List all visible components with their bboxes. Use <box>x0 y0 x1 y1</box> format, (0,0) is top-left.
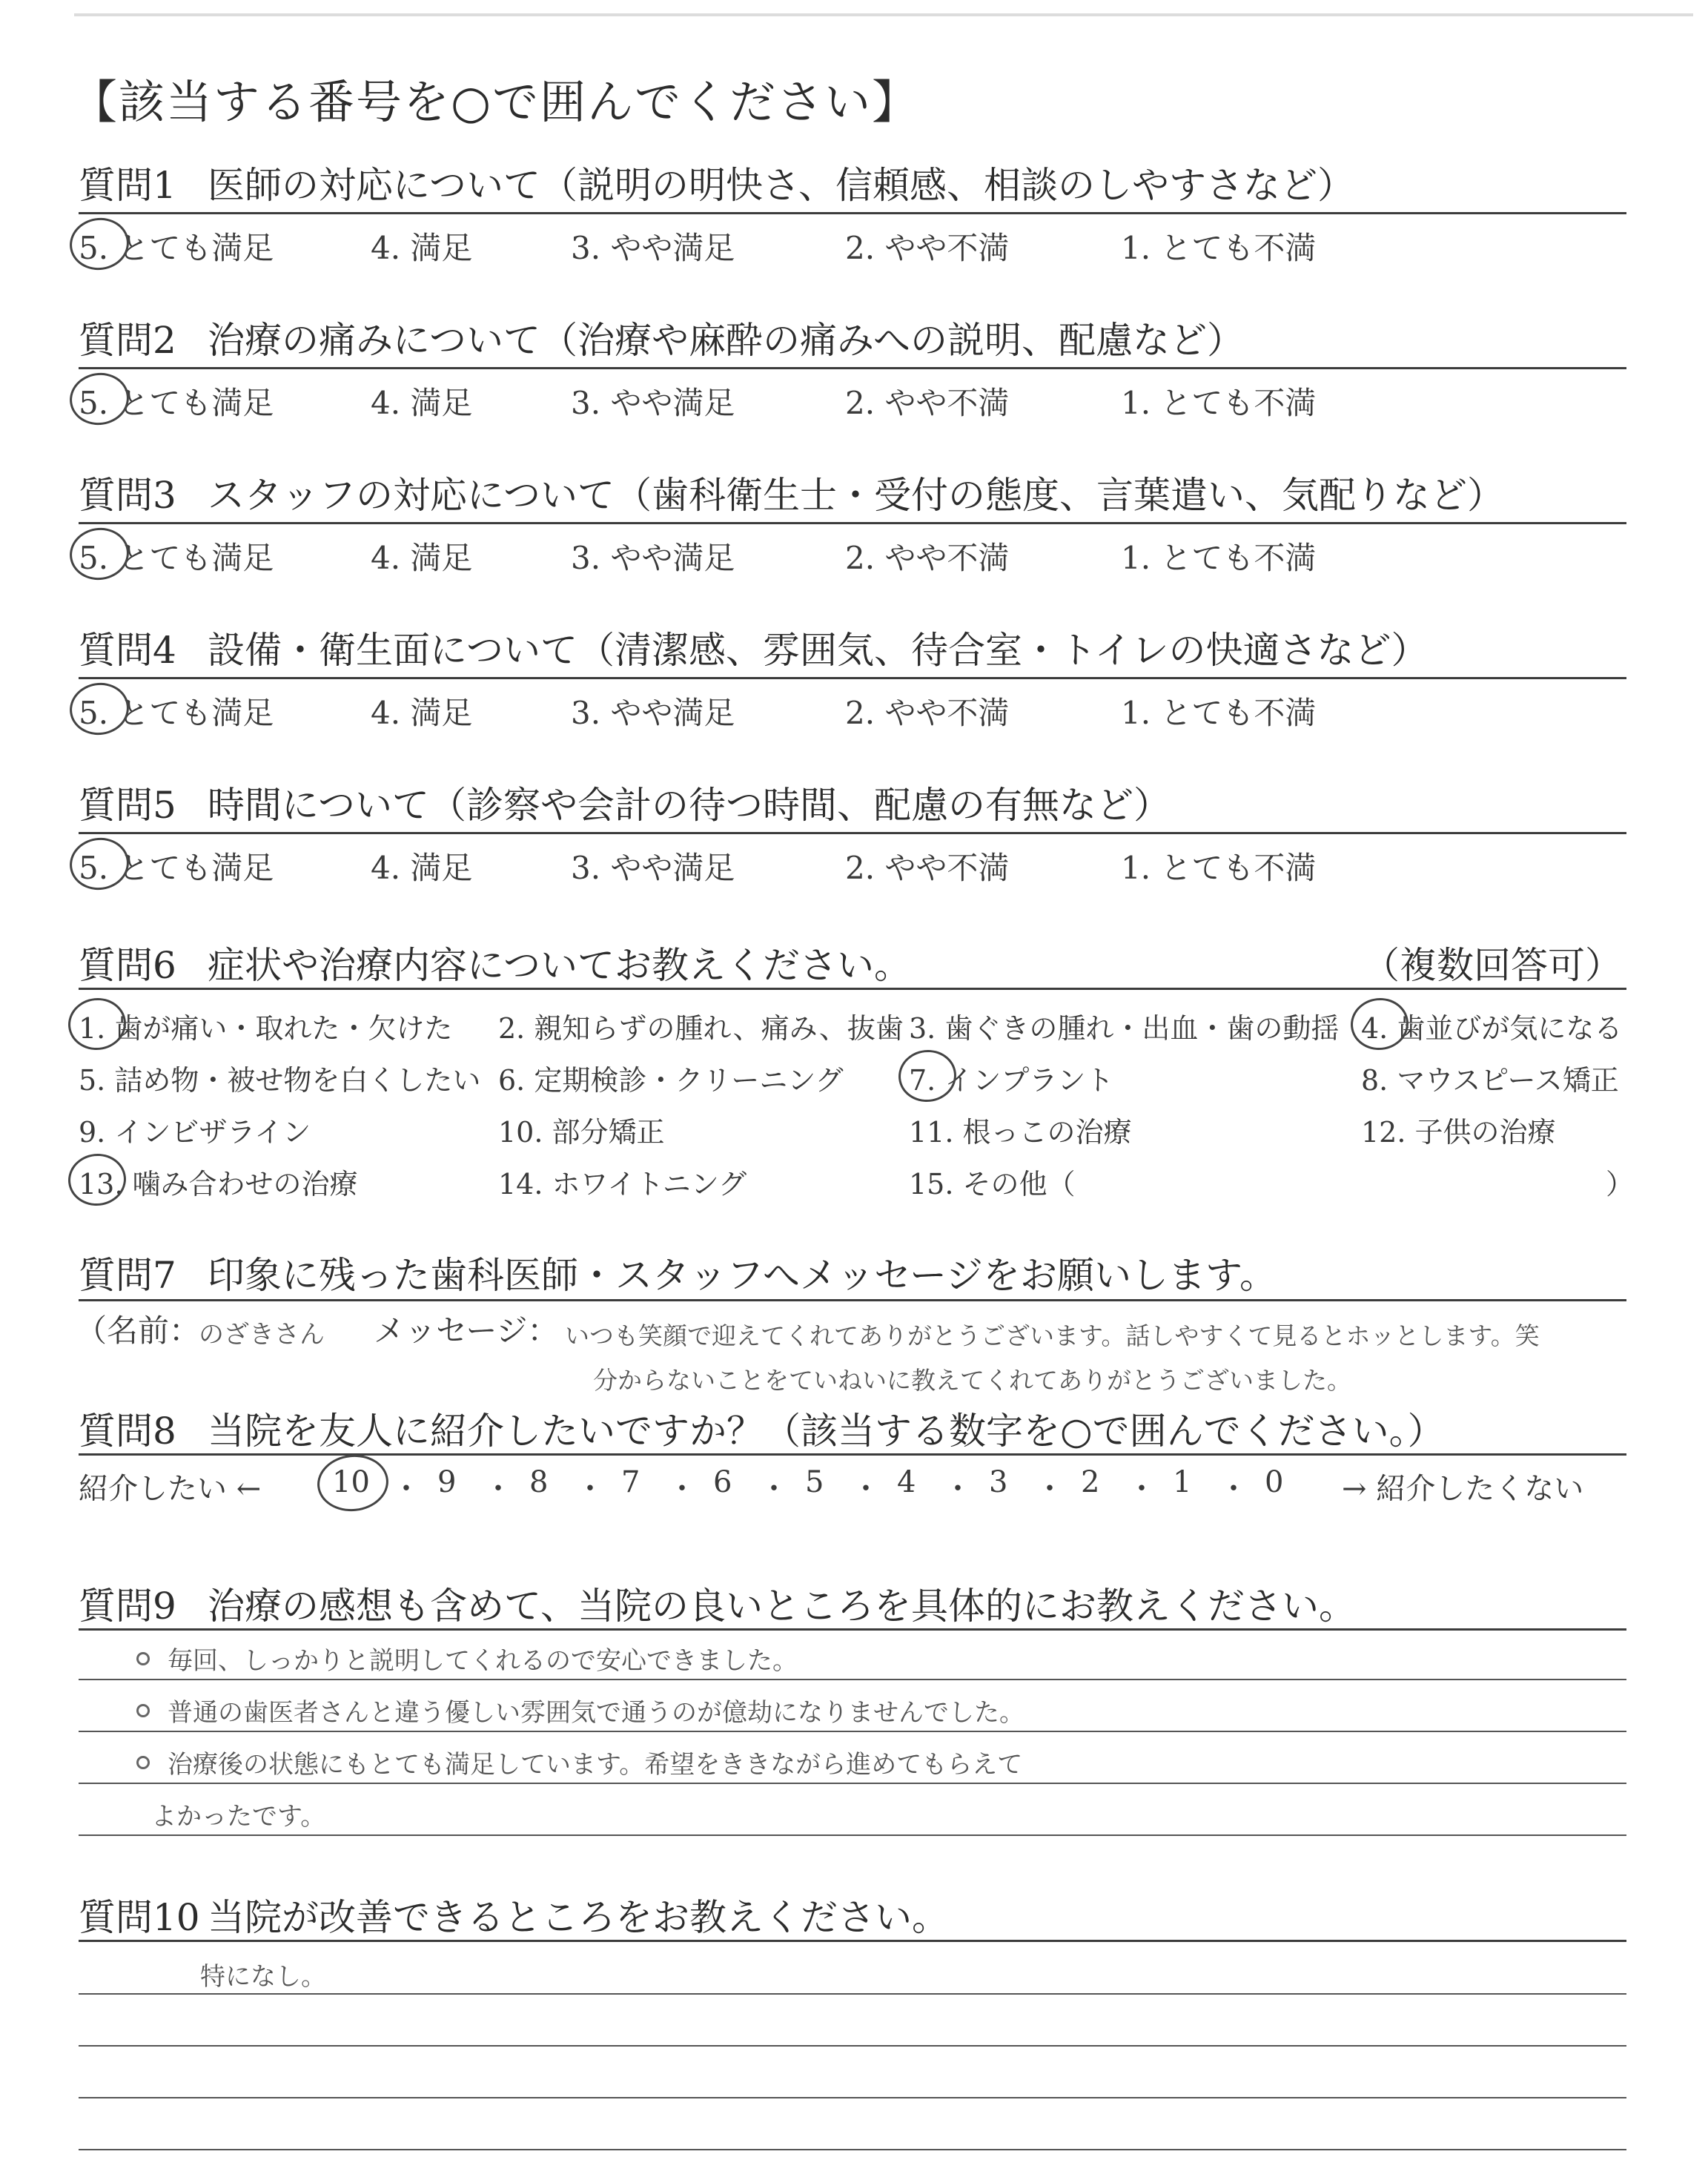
q6-option: 14. ホワイトニング <box>498 1168 747 1200</box>
scale-value: 5 <box>805 1465 824 1499</box>
question-text: 設備・衛生面について（清潔感、雰囲気、待合室・トイレの快適さなど） <box>208 629 1429 672</box>
q9-answer: よかったです。 <box>151 1802 326 1832</box>
q7-label: 質問7 <box>79 1254 176 1297</box>
question-text: スタッフの対応について（歯科衛生士・受付の態度、言葉遣い、気配りなど） <box>208 474 1504 517</box>
q8-right-label: → 紹介したくない <box>1342 1472 1584 1506</box>
rating-option: 3. やや満足 <box>571 695 735 731</box>
scale-value: 1 <box>1173 1465 1192 1499</box>
q6-option: 7. インプラント <box>909 1064 1114 1097</box>
rating-option: 2. やや不満 <box>845 385 1010 421</box>
q7-message-line2: 分からないことをていねいに教えてくれてありがとうございました。 <box>593 1366 1351 1395</box>
q6-option: 2. 親知らずの腫れ、痛み、抜歯 <box>498 1012 904 1045</box>
scale-separator: ・ <box>1219 1472 1248 1506</box>
rating-option: 5. とても満足 <box>79 695 274 731</box>
q6-option: 12. 子供の治療 <box>1361 1116 1556 1149</box>
answer-line <box>79 2149 1626 2150</box>
rating-option: 2. やや不満 <box>845 695 1010 731</box>
scale-value: 4 <box>897 1465 916 1499</box>
rating-option: 2. やや不満 <box>845 230 1010 266</box>
q6-option: 15. その他（ <box>909 1168 1076 1200</box>
scale-separator: ・ <box>575 1472 605 1506</box>
scale-separator: ・ <box>851 1472 881 1506</box>
scale-separator: ・ <box>1127 1472 1156 1506</box>
question-text: 時間について（診察や会計の待つ時間、配慮の有無など） <box>208 784 1171 827</box>
question-text: 医師の対応について（説明の明快さ、信頼感、相談のしやすさなど） <box>208 164 1354 207</box>
q6-option: 8. マウスピース矯正 <box>1361 1064 1619 1097</box>
q6-option: ） <box>1606 1168 1635 1200</box>
q10-answer: 特になし。 <box>200 1962 326 1992</box>
question-rule <box>79 212 1626 214</box>
q10-text: 当院が改善できるところをお教えください。 <box>208 1896 949 1939</box>
rating-option: 1. とても不満 <box>1121 695 1317 731</box>
answer-line <box>79 1731 1626 1732</box>
bullet-icon <box>136 1756 150 1769</box>
q8-rule <box>79 1453 1626 1456</box>
question-rule <box>79 677 1626 679</box>
scale-value: 8 <box>529 1465 549 1499</box>
question-rule <box>79 522 1626 524</box>
rating-option: 5. とても満足 <box>79 385 274 421</box>
rating-option: 2. やや不満 <box>845 850 1010 886</box>
scale-value: 7 <box>621 1465 640 1499</box>
rating-option: 1. とても不満 <box>1121 385 1317 421</box>
rating-option: 3. やや満足 <box>571 850 735 886</box>
answer-line <box>79 1993 1626 1995</box>
page-title: 【該当する番号を○で囲んでください】 <box>71 75 920 129</box>
scale-value: 9 <box>437 1465 457 1499</box>
q6-option: 13. 噛み合わせの治療 <box>79 1168 358 1200</box>
question-label: 質問1 <box>79 164 176 207</box>
q6-option: 5. 詰め物・被せ物を白くしたい <box>79 1064 481 1097</box>
q9-answer: 毎回、しっかりと説明してくれるので安心できました。 <box>168 1646 798 1676</box>
rating-option: 4. 満足 <box>371 230 473 266</box>
q7-message-line1: いつも笑顔で迎えてくれてありがとうございます。話しやすくて見るとホッとします。笑 <box>565 1321 1540 1350</box>
q9-text: 治療の感想も含めて、当院の良いところを具体的にお教えください。 <box>208 1585 1356 1628</box>
question-label: 質問2 <box>79 319 176 362</box>
q8-label: 質問8 <box>79 1410 176 1453</box>
answer-line <box>79 2097 1626 2098</box>
q7-rule <box>79 1299 1626 1301</box>
scale-separator: ・ <box>483 1472 513 1506</box>
rating-option: 3. やや満足 <box>571 540 735 576</box>
q8-selection-circle <box>314 1451 391 1515</box>
scale-value: 10 <box>332 1465 370 1499</box>
q9-answer: 治療後の状態にもとても満足しています。希望をききながら進めてもらえて <box>168 1750 1023 1780</box>
rating-option: 4. 満足 <box>371 540 473 576</box>
rating-option: 3. やや満足 <box>571 230 735 266</box>
q6-option: 11. 根っこの治療 <box>909 1116 1132 1149</box>
q6-rule <box>79 988 1626 990</box>
q9-answer: 普通の歯医者さんと違う優しい雰囲気で通うのが億劫になりませんでした。 <box>168 1698 1025 1728</box>
question-rule <box>79 367 1626 369</box>
q6-option: 1. 歯が痛い・取れた・欠けた <box>79 1012 453 1045</box>
scale-value: 3 <box>989 1465 1008 1499</box>
q6-text: 症状や治療内容についてお教えください。 <box>208 944 911 987</box>
q9-label: 質問9 <box>79 1585 176 1628</box>
rating-option: 1. とても不満 <box>1121 850 1317 886</box>
q6-option: 4. 歯並びが気になる <box>1361 1012 1623 1045</box>
scale-separator: ・ <box>759 1472 789 1506</box>
q10-label: 質問10 <box>79 1896 200 1939</box>
rating-option: 5. とても満足 <box>79 540 274 576</box>
q7-name-label: （名前： <box>76 1312 201 1349</box>
rating-option: 5. とても満足 <box>79 850 274 886</box>
rating-option: 3. やや満足 <box>571 385 735 421</box>
rating-option: 1. とても不満 <box>1121 230 1317 266</box>
answer-line <box>79 1834 1626 1836</box>
scale-value: 0 <box>1265 1465 1284 1499</box>
q8-text: 当院を友人に紹介したいですか？（該当する数字を○で囲んでください。） <box>208 1410 1445 1453</box>
q6-option: 6. 定期検診・クリーニング <box>498 1064 844 1097</box>
answer-line <box>79 1783 1626 1784</box>
question-rule <box>79 832 1626 834</box>
rating-option: 4. 満足 <box>371 695 473 731</box>
scale-separator: ・ <box>667 1472 697 1506</box>
rating-option: 5. とても満足 <box>79 230 274 266</box>
rating-option: 2. やや不満 <box>845 540 1010 576</box>
question-label: 質問3 <box>79 474 176 517</box>
bullet-icon <box>136 1704 150 1717</box>
scale-value: 2 <box>1081 1465 1100 1499</box>
question-label: 質問5 <box>79 784 176 827</box>
rating-option: 4. 満足 <box>371 385 473 421</box>
q7-name-value: のざきさん <box>199 1320 325 1350</box>
q6-option: 9. インビザライン <box>79 1116 311 1149</box>
scale-separator: ・ <box>1035 1472 1065 1506</box>
top-divider <box>74 13 1693 16</box>
question-text: 治療の痛みについて（治療や麻酔の痛みへの説明、配慮など） <box>208 319 1244 362</box>
scale-value: 6 <box>713 1465 732 1499</box>
rating-option: 1. とても不満 <box>1121 540 1317 576</box>
q9-rule <box>79 1628 1626 1631</box>
question-label: 質問4 <box>79 629 176 672</box>
q10-rule <box>79 1940 1626 1942</box>
q7-text: 印象に残った歯科医師・スタッフへメッセージをお願いします。 <box>208 1254 1277 1297</box>
q6-option: 3. 歯ぐきの腫れ・出血・歯の動揺 <box>909 1012 1340 1045</box>
q6-label: 質問6 <box>79 944 176 987</box>
q7-message-label: メッセージ： <box>374 1312 559 1349</box>
q6-option: 10. 部分矯正 <box>498 1116 665 1149</box>
bullet-icon <box>136 1652 150 1665</box>
answer-line <box>79 2045 1626 2047</box>
scale-separator: ・ <box>391 1472 421 1506</box>
answer-line <box>79 1679 1626 1680</box>
scale-separator: ・ <box>943 1472 973 1506</box>
rating-option: 4. 満足 <box>371 850 473 886</box>
q6-note: （複数回答可） <box>1363 944 1622 987</box>
q8-left-label: 紹介したい ← <box>79 1472 262 1506</box>
